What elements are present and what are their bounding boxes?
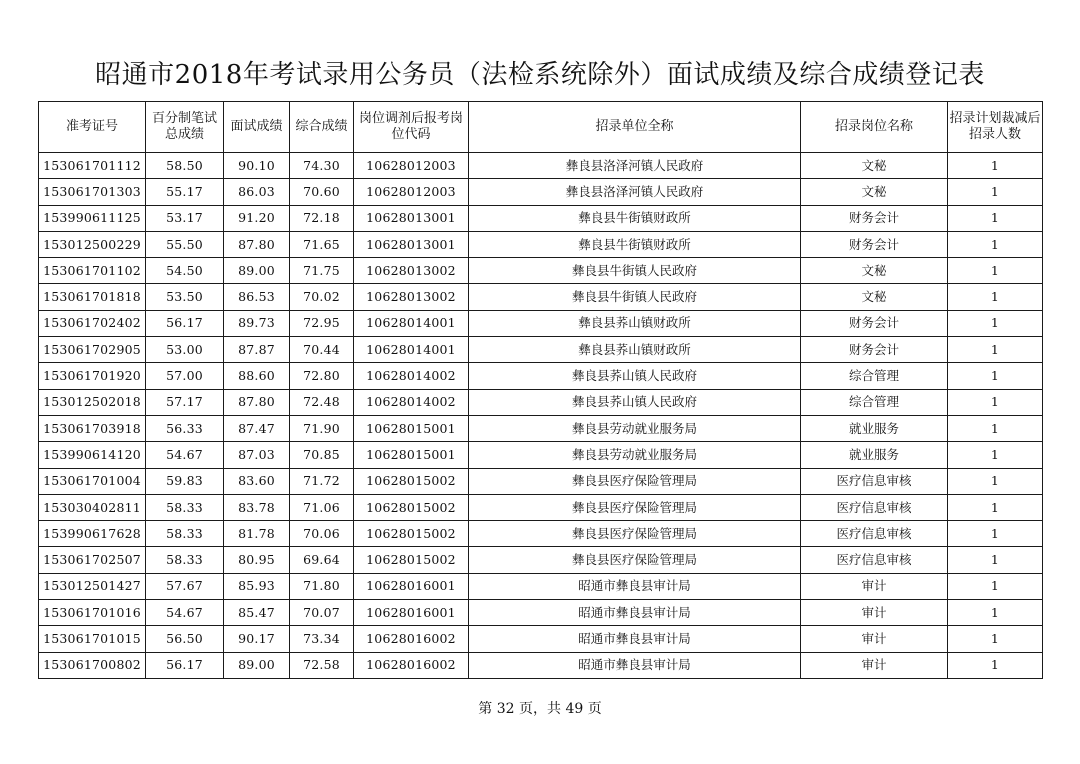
cell-exam-id: 153061701015 xyxy=(39,626,146,652)
cell-exam-id: 153030402811 xyxy=(39,494,146,520)
table-row xyxy=(39,652,1043,678)
cell-position-code: 10628014002 xyxy=(354,363,469,389)
cell-employer: 彝良县荞山镇人民政府 xyxy=(469,363,801,389)
table-row xyxy=(39,494,1043,520)
cell-position-code: 10628015002 xyxy=(354,494,469,520)
cell-position-code: 10628014002 xyxy=(354,389,469,415)
cell-interview-score: 87.87 xyxy=(224,337,290,363)
cell-employer: 彝良县荞山镇财政所 xyxy=(469,310,801,336)
table-row xyxy=(39,284,1043,310)
cell-total-score: 69.64 xyxy=(290,547,354,573)
cell-position-name: 医疗信息审核 xyxy=(801,521,948,547)
cell-total-score: 70.06 xyxy=(290,521,354,547)
cell-written-score: 58.33 xyxy=(146,521,224,547)
cell-employer: 彝良县洛泽河镇人民政府 xyxy=(469,153,801,179)
cell-total-score: 71.72 xyxy=(290,468,354,494)
cell-written-score: 54.50 xyxy=(146,258,224,284)
cell-position-code: 10628015002 xyxy=(354,547,469,573)
cell-interview-score: 81.78 xyxy=(224,521,290,547)
table-row xyxy=(39,389,1043,415)
cell-exam-id: 153061703918 xyxy=(39,415,146,441)
table-header xyxy=(39,102,1043,153)
cell-hire-count: 1 xyxy=(948,547,1043,573)
cell-position-code: 10628012003 xyxy=(354,179,469,205)
cell-written-score: 56.50 xyxy=(146,626,224,652)
cell-interview-score: 90.10 xyxy=(224,153,290,179)
cell-written-score: 59.83 xyxy=(146,468,224,494)
cell-total-score: 71.06 xyxy=(290,494,354,520)
cell-employer: 彝良县医疗保险管理局 xyxy=(469,494,801,520)
cell-interview-score: 89.00 xyxy=(224,258,290,284)
table-row xyxy=(39,205,1043,231)
header-cell-interview-score: 面试成绩 xyxy=(224,102,290,153)
cell-exam-id: 153061701016 xyxy=(39,600,146,626)
cell-hire-count: 1 xyxy=(948,337,1043,363)
cell-hire-count: 1 xyxy=(948,652,1043,678)
cell-exam-id: 153061701920 xyxy=(39,363,146,389)
cell-position-code: 10628013002 xyxy=(354,258,469,284)
cell-position-name: 综合管理 xyxy=(801,363,948,389)
cell-interview-score: 88.60 xyxy=(224,363,290,389)
cell-written-score: 57.17 xyxy=(146,389,224,415)
cell-total-score: 72.58 xyxy=(290,652,354,678)
cell-employer: 昭通市彝良县审计局 xyxy=(469,652,801,678)
cell-total-score: 71.65 xyxy=(290,231,354,257)
cell-interview-score: 90.17 xyxy=(224,626,290,652)
cell-employer: 彝良县劳动就业服务局 xyxy=(469,415,801,441)
cell-written-score: 56.17 xyxy=(146,652,224,678)
cell-employer: 彝良县医疗保险管理局 xyxy=(469,468,801,494)
score-table xyxy=(38,101,1043,679)
cell-interview-score: 87.47 xyxy=(224,415,290,441)
cell-interview-score: 87.80 xyxy=(224,231,290,257)
cell-interview-score: 87.03 xyxy=(224,442,290,468)
cell-position-name: 财务会计 xyxy=(801,231,948,257)
cell-exam-id: 153061701004 xyxy=(39,468,146,494)
cell-position-code: 10628016001 xyxy=(354,600,469,626)
cell-exam-id: 153990614120 xyxy=(39,442,146,468)
cell-hire-count: 1 xyxy=(948,258,1043,284)
cell-hire-count: 1 xyxy=(948,494,1043,520)
cell-position-code: 10628013002 xyxy=(354,284,469,310)
cell-written-score: 56.17 xyxy=(146,310,224,336)
cell-exam-id: 153061702402 xyxy=(39,310,146,336)
cell-position-name: 就业服务 xyxy=(801,442,948,468)
cell-hire-count: 1 xyxy=(948,626,1043,652)
cell-employer: 昭通市彝良县审计局 xyxy=(469,626,801,652)
cell-position-name: 医疗信息审核 xyxy=(801,547,948,573)
table-row xyxy=(39,310,1043,336)
cell-total-score: 72.95 xyxy=(290,310,354,336)
cell-hire-count: 1 xyxy=(948,363,1043,389)
cell-exam-id: 153061702507 xyxy=(39,547,146,573)
cell-total-score: 70.07 xyxy=(290,600,354,626)
cell-employer: 彝良县劳动就业服务局 xyxy=(469,442,801,468)
cell-position-name: 医疗信息审核 xyxy=(801,468,948,494)
cell-interview-score: 85.93 xyxy=(224,573,290,599)
cell-hire-count: 1 xyxy=(948,389,1043,415)
cell-position-code: 10628016002 xyxy=(354,652,469,678)
cell-hire-count: 1 xyxy=(948,573,1043,599)
cell-hire-count: 1 xyxy=(948,600,1043,626)
cell-total-score: 70.44 xyxy=(290,337,354,363)
cell-exam-id: 153061701102 xyxy=(39,258,146,284)
cell-position-name: 财务会计 xyxy=(801,310,948,336)
cell-total-score: 72.80 xyxy=(290,363,354,389)
cell-exam-id: 153061700802 xyxy=(39,652,146,678)
cell-total-score: 72.18 xyxy=(290,205,354,231)
cell-hire-count: 1 xyxy=(948,153,1043,179)
cell-hire-count: 1 xyxy=(948,415,1043,441)
cell-employer: 彝良县牛街镇人民政府 xyxy=(469,258,801,284)
cell-position-name: 审计 xyxy=(801,626,948,652)
cell-employer: 彝良县牛街镇财政所 xyxy=(469,231,801,257)
document-title: 昭通市2018年考试录用公务员（法检系统除外）面试成绩及综合成绩登记表 xyxy=(95,60,985,90)
cell-position-name: 文秘 xyxy=(801,153,948,179)
cell-employer: 彝良县牛街镇人民政府 xyxy=(469,284,801,310)
cell-hire-count: 1 xyxy=(948,468,1043,494)
table-row xyxy=(39,547,1043,573)
cell-interview-score: 80.95 xyxy=(224,547,290,573)
cell-exam-id: 153990611125 xyxy=(39,205,146,231)
cell-interview-score: 86.53 xyxy=(224,284,290,310)
cell-position-code: 10628014001 xyxy=(354,337,469,363)
cell-total-score: 71.90 xyxy=(290,415,354,441)
cell-exam-id: 153061702905 xyxy=(39,337,146,363)
cell-hire-count: 1 xyxy=(948,205,1043,231)
cell-total-score: 72.48 xyxy=(290,389,354,415)
cell-hire-count: 1 xyxy=(948,179,1043,205)
cell-interview-score: 89.73 xyxy=(224,310,290,336)
cell-hire-count: 1 xyxy=(948,231,1043,257)
cell-position-name: 就业服务 xyxy=(801,415,948,441)
cell-position-name: 文秘 xyxy=(801,284,948,310)
cell-hire-count: 1 xyxy=(948,310,1043,336)
cell-position-name: 财务会计 xyxy=(801,205,948,231)
cell-interview-score: 89.00 xyxy=(224,652,290,678)
cell-employer: 彝良县医疗保险管理局 xyxy=(469,521,801,547)
cell-exam-id: 153061701112 xyxy=(39,153,146,179)
header-cell-position-name: 招录岗位名称 xyxy=(801,102,948,153)
cell-written-score: 57.00 xyxy=(146,363,224,389)
table-row xyxy=(39,153,1043,179)
cell-written-score: 57.67 xyxy=(146,573,224,599)
table-row xyxy=(39,258,1043,284)
cell-position-code: 10628013001 xyxy=(354,231,469,257)
cell-interview-score: 83.60 xyxy=(224,468,290,494)
table-body xyxy=(39,153,1043,679)
table-row xyxy=(39,468,1043,494)
cell-exam-id: 153990617628 xyxy=(39,521,146,547)
cell-employer: 彝良县医疗保险管理局 xyxy=(469,547,801,573)
header-row xyxy=(39,102,1043,153)
cell-total-score: 71.80 xyxy=(290,573,354,599)
cell-interview-score: 86.03 xyxy=(224,179,290,205)
cell-position-name: 综合管理 xyxy=(801,389,948,415)
table-row xyxy=(39,626,1043,652)
table-row xyxy=(39,600,1043,626)
cell-written-score: 55.50 xyxy=(146,231,224,257)
cell-total-score: 70.60 xyxy=(290,179,354,205)
cell-written-score: 55.17 xyxy=(146,179,224,205)
header-cell-employer: 招录单位全称 xyxy=(469,102,801,153)
cell-exam-id: 153061701303 xyxy=(39,179,146,205)
cell-hire-count: 1 xyxy=(948,521,1043,547)
cell-exam-id: 153012502018 xyxy=(39,389,146,415)
table-row xyxy=(39,179,1043,205)
cell-hire-count: 1 xyxy=(948,442,1043,468)
cell-written-score: 58.33 xyxy=(146,547,224,573)
cell-position-name: 文秘 xyxy=(801,258,948,284)
header-cell-total-score: 综合成绩 xyxy=(290,102,354,153)
cell-interview-score: 83.78 xyxy=(224,494,290,520)
cell-total-score: 73.34 xyxy=(290,626,354,652)
table-row xyxy=(39,415,1043,441)
cell-written-score: 58.33 xyxy=(146,494,224,520)
cell-employer: 昭通市彝良县审计局 xyxy=(469,600,801,626)
cell-written-score: 53.17 xyxy=(146,205,224,231)
cell-written-score: 58.50 xyxy=(146,153,224,179)
header-cell-hire-count: 招录计划裁减后招录人数 xyxy=(948,102,1043,153)
cell-total-score: 70.02 xyxy=(290,284,354,310)
cell-position-code: 10628016002 xyxy=(354,626,469,652)
cell-position-code: 10628016001 xyxy=(354,573,469,599)
table-row xyxy=(39,573,1043,599)
cell-total-score: 74.30 xyxy=(290,153,354,179)
table-row xyxy=(39,337,1043,363)
header-cell-exam-id: 准考证号 xyxy=(39,102,146,153)
cell-employer: 彝良县洛泽河镇人民政府 xyxy=(469,179,801,205)
table-row xyxy=(39,363,1043,389)
cell-position-code: 10628012003 xyxy=(354,153,469,179)
header-cell-written-score: 百分制笔试总成绩 xyxy=(146,102,224,153)
table-row xyxy=(39,521,1043,547)
cell-total-score: 71.75 xyxy=(290,258,354,284)
table-row xyxy=(39,442,1043,468)
cell-written-score: 56.33 xyxy=(146,415,224,441)
cell-employer: 彝良县荞山镇人民政府 xyxy=(469,389,801,415)
cell-position-code: 10628015002 xyxy=(354,468,469,494)
cell-position-name: 审计 xyxy=(801,573,948,599)
cell-exam-id: 153012501427 xyxy=(39,573,146,599)
cell-total-score: 70.85 xyxy=(290,442,354,468)
cell-interview-score: 87.80 xyxy=(224,389,290,415)
cell-position-name: 财务会计 xyxy=(801,337,948,363)
cell-exam-id: 153012500229 xyxy=(39,231,146,257)
cell-employer: 昭通市彝良县审计局 xyxy=(469,573,801,599)
cell-written-score: 54.67 xyxy=(146,600,224,626)
table-row xyxy=(39,231,1043,257)
cell-position-name: 审计 xyxy=(801,600,948,626)
cell-position-code: 10628015001 xyxy=(354,415,469,441)
cell-position-code: 10628014001 xyxy=(354,310,469,336)
cell-interview-score: 85.47 xyxy=(224,600,290,626)
cell-position-name: 文秘 xyxy=(801,179,948,205)
cell-hire-count: 1 xyxy=(948,284,1043,310)
cell-employer: 彝良县牛街镇财政所 xyxy=(469,205,801,231)
cell-written-score: 53.50 xyxy=(146,284,224,310)
cell-employer: 彝良县荞山镇财政所 xyxy=(469,337,801,363)
cell-position-name: 审计 xyxy=(801,652,948,678)
cell-exam-id: 153061701818 xyxy=(39,284,146,310)
cell-position-code: 10628015001 xyxy=(354,442,469,468)
cell-position-code: 10628015002 xyxy=(354,521,469,547)
cell-written-score: 54.67 xyxy=(146,442,224,468)
cell-written-score: 53.00 xyxy=(146,337,224,363)
page-number: 第 32 页，共 49 页 xyxy=(478,701,602,717)
header-cell-position-code: 岗位调剂后报考岗位代码 xyxy=(354,102,469,153)
cell-interview-score: 91.20 xyxy=(224,205,290,231)
cell-position-code: 10628013001 xyxy=(354,205,469,231)
cell-position-name: 医疗信息审核 xyxy=(801,494,948,520)
